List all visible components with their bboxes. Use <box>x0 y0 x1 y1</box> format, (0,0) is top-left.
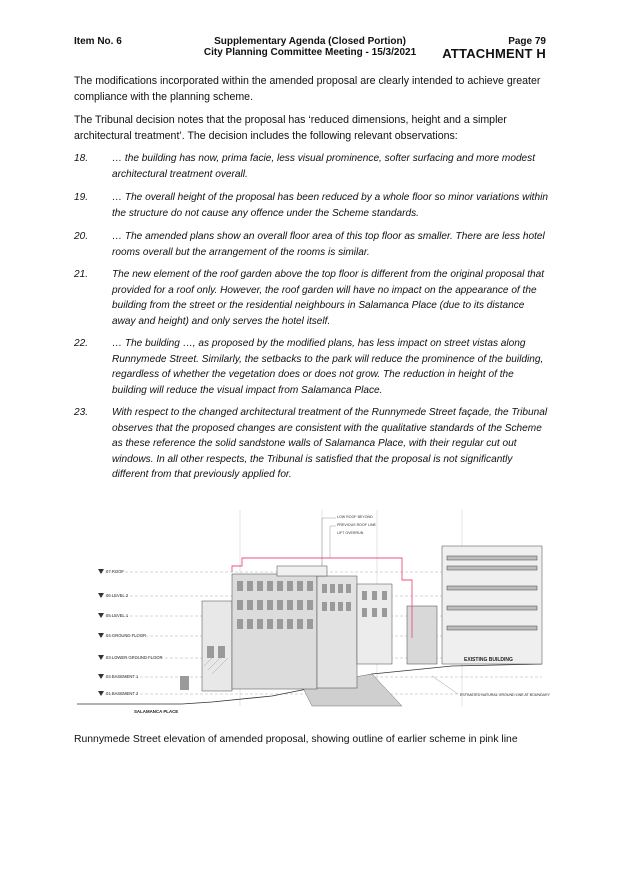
level-marker <box>98 569 124 574</box>
level-label: 05 LEVEL 1 <box>106 613 129 618</box>
paragraph-modifications: The modifications incorporated within the amended proposal are clearly intended to achieve greater compliance with the planning scheme. <box>74 75 541 103</box>
meeting-title: City Planning Committee Meeting - 15/3/2021 <box>203 47 417 58</box>
leader-line <box>330 526 336 558</box>
attachment-label: ATTACHMENT H <box>442 46 546 61</box>
observation-text: … The amended plans show an overall floor area of this top floor as smaller. There are less hotel rooms overall but the arrangement of the rooms is similar. <box>112 231 545 258</box>
item-number: Item No. 6 <box>74 36 122 47</box>
level-label: 01 BASEMENT 2 <box>106 691 139 696</box>
paragraph-tribunal: The Tribunal decision notes that the proposal has ‘reduced dimensions, height and a simpler architectural treatment’. The decision includes the following relevant observations: <box>74 114 507 142</box>
page-number: Page 79 <box>508 36 546 47</box>
observation-text: With respect to the changed architectural treatment of the Runnymede Street façade, the Tribunal observes that the proposed changes are consistent with the qualitative standards of the Scheme as these reference the solid sandstone walls of Salamanca Place, with their regular cut out windows. In all other respects, the Tribunal is satisfied that the proposal is not significantly different from that previously applied for. <box>112 407 548 480</box>
level-label: 07 ROOF <box>106 569 124 574</box>
level-label: 04 GROUND FLOOR <box>106 633 147 638</box>
level-marker <box>98 655 163 660</box>
level-marker <box>98 691 139 696</box>
observation-text: … The building …, as proposed by the modified plans, has less impact on street vistas along Runnymede Street. Similarly, the setbacks to the park will reduce the prominence of the building, regardless of whether the vegetation does or does not grow. The reduction in height of the building will reduce the visual impact from Salamanca Place. <box>112 338 544 396</box>
observation-text: … The overall height of the proposal has been reduced by a whole floor so minor variations within the structure do not cause any offence under the Scheme standards. <box>112 192 548 219</box>
observation-text: The new element of the roof garden above the top floor is different from the original proposal that provided for a roof only. However, the roof garden will have no impact on the appearance of the building from the street or the residential neighbours in Salamanca Place (due to its distance away and height) and only serves the hotel itself. <box>112 269 545 327</box>
observation-text: … the building has now, prima facie, less visual prominence, softer surfacing and more modest architectural treatment overall. <box>112 153 536 180</box>
annotation-ground-line: ESTIMATED NATURAL GROUND LINE AT BOUNDARY <box>460 693 550 697</box>
observation-number: 18. <box>74 153 89 164</box>
level-marker <box>98 613 129 618</box>
level-marker <box>98 633 146 638</box>
existing-building <box>407 546 542 664</box>
figure-caption: Runnymede Street elevation of amended proposal, showing outline of earlier scheme in pink line <box>74 734 518 745</box>
existing-building-label: EXISTING BUILDING <box>464 657 513 663</box>
agenda-title: Supplementary Agenda (Closed Portion) <box>214 36 406 47</box>
observation-number: 23. <box>74 407 89 418</box>
level-marker <box>98 593 129 598</box>
observation-number: 19. <box>74 192 89 203</box>
observation-number: 20. <box>74 231 89 242</box>
level-label: 03 LOWER GROUND FLOOR <box>106 655 163 660</box>
salamanca-place-label: SALAMANCA PLACE <box>134 709 179 714</box>
level-label: 06 LEVEL 2 <box>106 593 129 598</box>
annotation-previous-roof: PREVIOUS ROOF LINE <box>337 523 376 527</box>
agenda-header <box>190 36 430 58</box>
observation-number: 22. <box>74 338 89 349</box>
elevation-drawing <box>72 506 552 718</box>
level-label: 02 BASEMENT 1 <box>106 674 139 679</box>
leader-line <box>322 518 336 566</box>
leader-line <box>432 676 458 694</box>
observation-number: 21. <box>74 269 89 280</box>
page-info <box>442 36 546 61</box>
level-marker <box>98 674 139 679</box>
annotation-lift-overrun: LIFT OVERRUN <box>337 531 364 535</box>
annotation-low-roof: LOW ROOF BEYOND <box>337 515 373 519</box>
